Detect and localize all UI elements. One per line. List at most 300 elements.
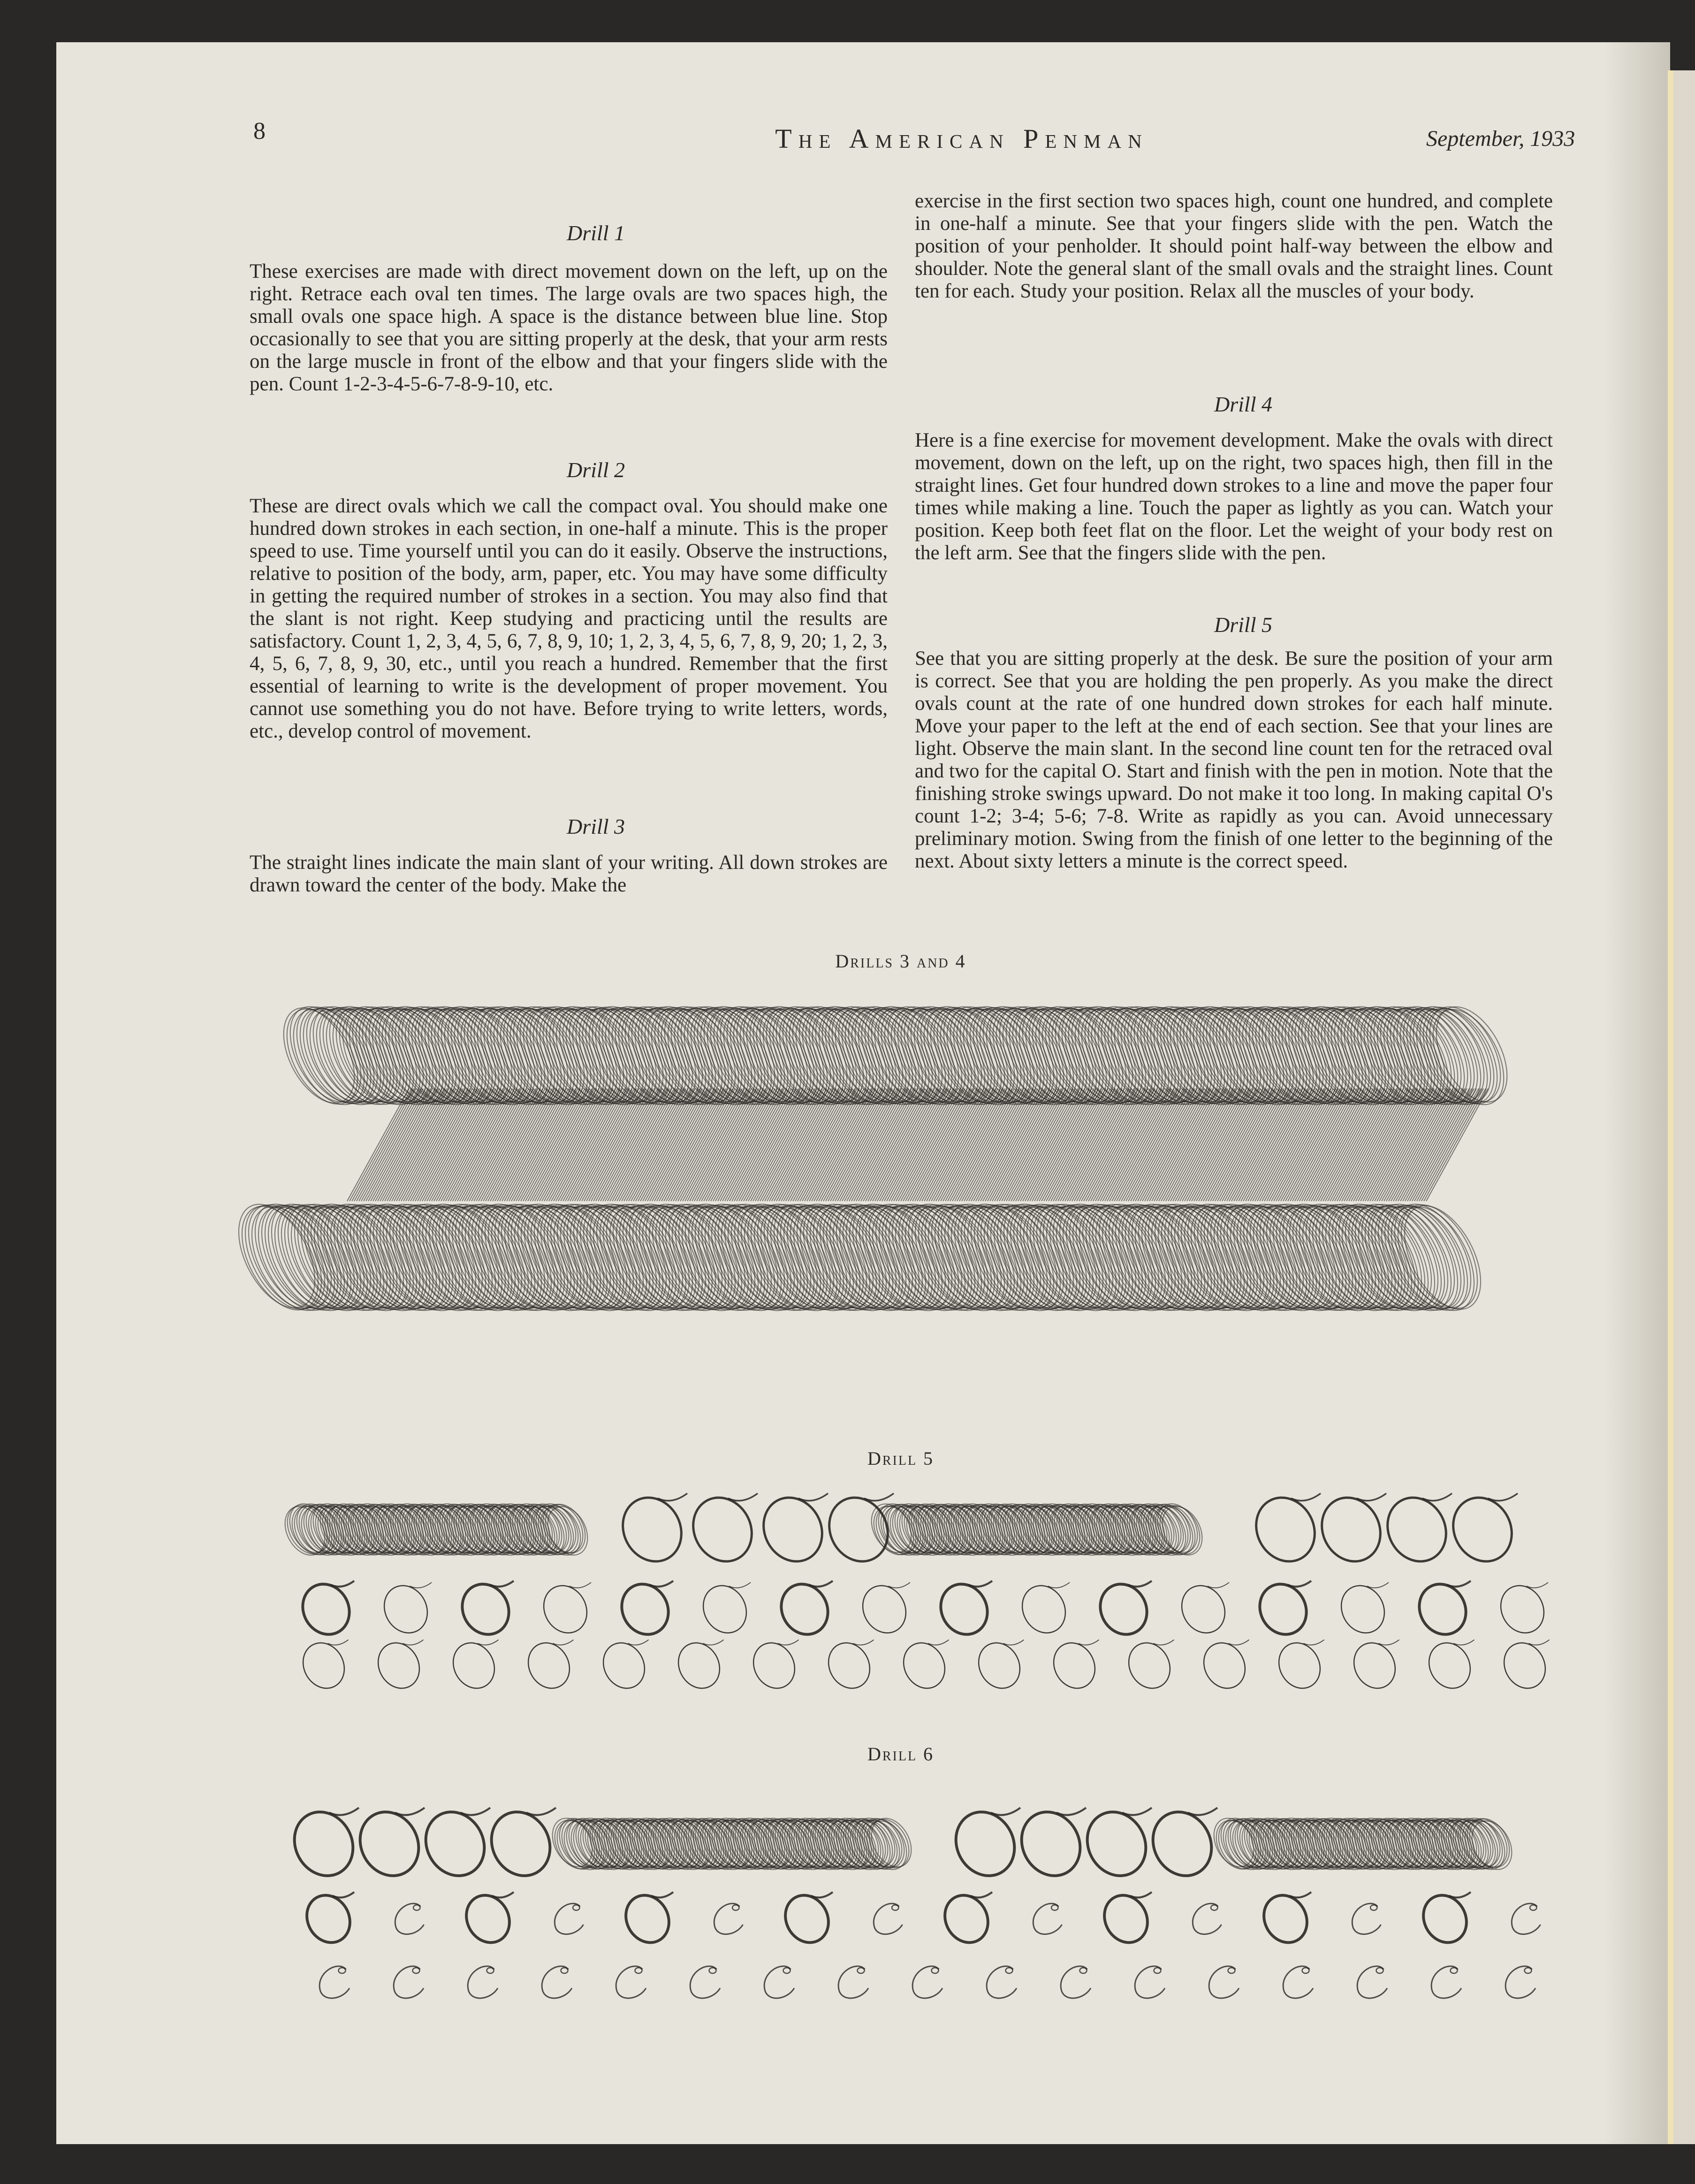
slant-line-stroke (1168, 1088, 1230, 1201)
script-c-loop (1525, 1968, 1532, 1973)
slant-line-stroke (425, 1088, 486, 1201)
slant-line-stroke (1037, 1088, 1099, 1201)
slant-line-stroke (509, 1088, 571, 1201)
script-c-loop (1228, 1968, 1235, 1973)
drill3-continued-text: exercise in the first section two spaces high, count one hundred, and complete in one-half a minute. See that your fingers slide with the pen. Watch the position of your penholder. It should point half-way between the elbow and shoulder. Note the general slant of the small ovals and the straight lines. Count ten for each. Study your position. Relax all the muscles of your body. (915, 190, 1553, 302)
drill6-row2-script-c (1512, 1903, 1540, 1934)
capital-o-swing (1288, 1581, 1311, 1587)
slant-line-stroke (584, 1088, 646, 1201)
drill5-row2-bold-o (1251, 1576, 1315, 1643)
capital-o-swing (889, 1583, 910, 1588)
slant-line-stroke (359, 1088, 421, 1201)
slant-line-stroke (399, 1088, 461, 1201)
slant-line-stroke (720, 1088, 782, 1201)
drill5-row2-light-o (1174, 1578, 1233, 1640)
capital-o-swing (1130, 1892, 1152, 1898)
capital-o-swing (490, 1581, 514, 1587)
drill6-row2-script-c (395, 1903, 424, 1934)
slant-line-stroke (600, 1088, 662, 1201)
slant-line-stroke (469, 1088, 531, 1201)
slant-line-stroke (1013, 1088, 1075, 1201)
slant-line-stroke (556, 1088, 618, 1201)
capital-o-loop (855, 1578, 914, 1640)
slant-line-stroke (593, 1088, 655, 1201)
slant-line-stroke (413, 1088, 475, 1201)
slant-line-stroke (1135, 1088, 1197, 1201)
slant-line-stroke (647, 1088, 709, 1201)
slant-line-stroke (1262, 1088, 1324, 1201)
slant-line-stroke (748, 1088, 810, 1201)
slant-line-stroke (1114, 1088, 1176, 1201)
drill-5-caption: Drill 5 (867, 1448, 935, 1469)
slant-line-stroke (1424, 1088, 1486, 1201)
slant-line-stroke (704, 1088, 766, 1201)
slant-line-stroke (347, 1088, 409, 1201)
slant-line-stroke (1407, 1088, 1469, 1201)
slant-line-stroke (1119, 1088, 1181, 1201)
slant-line-stroke (1278, 1088, 1340, 1201)
slant-line-stroke (1234, 1088, 1296, 1201)
drill6-row3-script-c (1135, 1966, 1165, 1998)
slant-line-stroke (1412, 1088, 1474, 1201)
slant-line-stroke (439, 1088, 501, 1201)
capital-o-loop (777, 1887, 837, 1950)
slant-line-stroke (586, 1088, 648, 1201)
capital-o-loop (1411, 1576, 1475, 1643)
drill5-row3-o (520, 1636, 577, 1696)
slant-line-stroke (1248, 1088, 1310, 1201)
slant-line-stroke (931, 1088, 993, 1201)
slant-line-stroke (664, 1088, 726, 1201)
slant-line-stroke (1255, 1088, 1317, 1201)
slant-line-stroke (1379, 1088, 1441, 1201)
slant-line-stroke (1117, 1088, 1178, 1201)
drill5-row2-light-o (1333, 1578, 1393, 1640)
slant-line-stroke (1074, 1088, 1136, 1201)
drill6-row3-script-c (542, 1966, 572, 1998)
drill5-row3-o (821, 1636, 877, 1696)
slant-line-stroke (711, 1088, 773, 1201)
slant-line-stroke (361, 1088, 423, 1201)
drill6-row2-script-c (555, 1903, 583, 1934)
slant-line-stroke (598, 1088, 660, 1201)
capital-o-swing (1449, 1892, 1471, 1898)
slant-line-stroke (868, 1088, 930, 1201)
capital-o-swing (1528, 1640, 1549, 1645)
slant-line-stroke (826, 1088, 888, 1201)
capital-o-loop (415, 1802, 495, 1886)
slant-line-stroke (779, 1088, 841, 1201)
slant-line-stroke (816, 1088, 878, 1201)
capital-o-loop (612, 1487, 692, 1572)
slant-line-stroke (1124, 1088, 1186, 1201)
drill3-heading: Drill 3 (567, 814, 625, 838)
drill5-capital-o-3 (752, 1487, 833, 1572)
slant-line-stroke (929, 1088, 991, 1201)
slant-line-stroke (476, 1088, 538, 1201)
capital-o-loop (1011, 1802, 1091, 1886)
drill6-capital-o-7 (1076, 1802, 1157, 1886)
slant-line-stroke (401, 1088, 463, 1201)
slant-line-stroke (962, 1088, 1024, 1201)
slant-line-stroke (403, 1088, 465, 1201)
slant-lines-band (347, 1088, 1488, 1201)
slant-line-stroke (877, 1088, 939, 1201)
slant-line-stroke (1098, 1088, 1160, 1201)
capital-o-loop (618, 1887, 677, 1950)
slant-line-stroke (382, 1088, 444, 1201)
slant-line-stroke (1056, 1088, 1117, 1201)
slant-line-stroke (1222, 1088, 1284, 1201)
journal-title: The American Penman (775, 123, 1148, 154)
slant-line-stroke (518, 1088, 580, 1201)
drill5-text: See that you are sitting properly at the desk. Be sure the position of your arm is correct. See that you are holding the pen properly. As you make the direct ovals count at the rate of one hundred down strokes for each half minute. Move your paper to the left at the end of each section. See that your lines are light. Observe the main slant. In the second line count ten for the retraced oval and two for the capital O. Start and finish with the pen in motion. Note that the finishing stroke swings upward. Do not make it too long. In making capital O's count 1-2; 3-4; 5-6; 7-8. Write as rapidly as you can. Avoid unnecessary preliminary motion. Swing from the finish of one letter to the beginning of the next. About sixty letters a minute is the correct speed. (915, 647, 1553, 872)
slant-line-stroke (870, 1088, 932, 1201)
capital-o-loop (454, 1576, 517, 1643)
slant-line-stroke (558, 1088, 620, 1201)
drill5-row2-light-o (1493, 1578, 1552, 1640)
capital-o-swing (403, 1640, 423, 1645)
slant-line-stroke (999, 1088, 1061, 1201)
slant-line-stroke (715, 1088, 777, 1201)
slant-line-stroke (1276, 1088, 1338, 1201)
slant-line-stroke (610, 1088, 672, 1201)
slant-line-stroke (525, 1088, 587, 1201)
capital-o-loop (945, 1802, 1026, 1886)
drill5-capital-o-2 (682, 1487, 763, 1572)
slant-line-stroke (551, 1088, 613, 1201)
slant-line-stroke (727, 1088, 789, 1201)
slant-line-stroke (809, 1088, 871, 1201)
drill6-row3-script-c (987, 1966, 1017, 1998)
slant-line-stroke (504, 1088, 566, 1201)
capital-o-loop (1196, 1636, 1253, 1696)
drill5-compact-band-2 (864, 1497, 1210, 1562)
slant-line-stroke (450, 1088, 512, 1201)
capital-o-swing (331, 1581, 354, 1587)
capital-o-swing (526, 1808, 556, 1815)
slant-line-stroke (1203, 1088, 1265, 1201)
capital-o-loop (595, 1636, 652, 1696)
slant-line-stroke (1079, 1088, 1141, 1201)
slant-line-stroke (927, 1088, 988, 1201)
slant-line-stroke (554, 1088, 616, 1201)
capital-o-loop (682, 1487, 763, 1572)
slant-line-stroke (861, 1088, 923, 1201)
drill6-row3-script-c (1061, 1966, 1091, 1998)
capital-o-loop (349, 1802, 430, 1886)
slant-line-stroke (1213, 1088, 1275, 1201)
capital-o-swing (395, 1808, 425, 1815)
slant-line-stroke (697, 1088, 759, 1201)
slant-line-stroke (418, 1088, 479, 1201)
slant-line-stroke (1006, 1088, 1068, 1201)
slant-line-stroke (701, 1088, 763, 1201)
slant-line-stroke (453, 1088, 515, 1201)
slant-line-stroke (859, 1088, 920, 1201)
drill1-text: These exercises are made with direct movement down on the left, up on the right. Retrace each oval ten times. The large ovals are two spaces high, the small ovals one space high. A space is the distance between blue line. Stop occasionally to see that you are sitting properly at the desk, that your arm rests on the large muscle in front of the elbow and that your fingers slide with the pen. Count 1-2-3-4-5-6-7-8-9-10, etc. (250, 260, 888, 395)
slant-line-stroke (1182, 1088, 1244, 1201)
slant-line-stroke (678, 1088, 740, 1201)
slant-line-stroke (884, 1088, 946, 1201)
slant-line-stroke (1093, 1088, 1155, 1201)
capital-o-loop (896, 1636, 952, 1696)
capital-o-swing (1447, 1581, 1471, 1587)
capital-o-loop (1421, 1636, 1478, 1696)
slant-line-stroke (1342, 1088, 1404, 1201)
slant-line-stroke (912, 1088, 974, 1201)
slant-line-stroke (547, 1088, 608, 1201)
slant-line-stroke (833, 1088, 895, 1201)
capital-o-swing (570, 1583, 591, 1588)
drill6-capital-o-5 (945, 1802, 1026, 1886)
slant-line-stroke (1325, 1088, 1387, 1201)
slant-line-stroke (997, 1088, 1059, 1201)
slant-line-stroke (368, 1088, 430, 1201)
slant-line-stroke (1227, 1088, 1289, 1201)
slant-line-stroke (1389, 1088, 1451, 1201)
slant-line-stroke (1152, 1088, 1214, 1201)
slant-line-stroke (769, 1088, 831, 1201)
capital-o-loop (1346, 1636, 1403, 1696)
slant-line-stroke (408, 1088, 470, 1201)
adjacent-page-cream-strip (1668, 70, 1673, 2144)
capital-o-swing (333, 1892, 354, 1898)
capital-o-swing (461, 1808, 490, 1815)
slant-line-stroke (603, 1088, 665, 1201)
slant-line-stroke (823, 1088, 885, 1201)
slant-line-stroke (375, 1088, 437, 1201)
drill6-row2-script-c (714, 1903, 743, 1934)
slant-line-stroke (502, 1088, 564, 1201)
capital-o-swing (778, 1640, 798, 1645)
drill6-row2-bold-o (1096, 1887, 1156, 1950)
slant-line-stroke (1323, 1088, 1385, 1201)
slant-line-stroke (1067, 1088, 1129, 1201)
slant-line-stroke (575, 1088, 637, 1201)
slant-line-stroke (385, 1088, 447, 1201)
slant-line-stroke (1297, 1088, 1359, 1201)
capital-o-swing (1290, 1892, 1311, 1898)
script-c-loop (1370, 1905, 1377, 1910)
capital-o-swing (1078, 1640, 1099, 1645)
slant-line-stroke (1396, 1088, 1458, 1201)
slant-line-stroke (1107, 1088, 1169, 1201)
capital-o-loop (294, 1576, 358, 1643)
drill6-row3-script-c (912, 1966, 943, 1998)
slant-line-stroke (443, 1088, 505, 1201)
capital-o-loop (1046, 1636, 1102, 1696)
drills-3-4-figure (223, 995, 1521, 1323)
slant-line-stroke (762, 1088, 824, 1201)
slant-line-stroke (1196, 1088, 1258, 1201)
slant-line-stroke (1382, 1088, 1444, 1201)
slant-line-stroke (760, 1088, 822, 1201)
slant-line-stroke (1309, 1088, 1371, 1201)
drill6-compact-band-1 (545, 1811, 920, 1877)
slant-line-stroke (514, 1088, 576, 1201)
slant-line-stroke (1302, 1088, 1364, 1201)
slant-line-stroke (455, 1088, 517, 1201)
script-c-loop (1211, 1905, 1217, 1910)
slant-line-stroke (612, 1088, 674, 1201)
slant-line-stroke (1185, 1088, 1247, 1201)
drill6-row2-bold-o (1415, 1887, 1475, 1950)
capital-o-swing (327, 1640, 348, 1645)
slant-line-stroke (795, 1088, 857, 1201)
capital-o-swing (1357, 1493, 1386, 1501)
slant-line-stroke (981, 1088, 1042, 1201)
slant-line-stroke (1372, 1088, 1434, 1201)
drill5-row3-o (1046, 1636, 1102, 1696)
slant-line-stroke (706, 1088, 768, 1201)
slant-line-stroke (969, 1088, 1031, 1201)
capital-o-loop (695, 1578, 755, 1640)
slant-line-stroke (507, 1088, 569, 1201)
slant-line-stroke (1173, 1088, 1235, 1201)
bottom-oval-band (223, 1192, 1496, 1323)
slant-line-stroke (1370, 1088, 1432, 1201)
slant-line-stroke (840, 1088, 902, 1201)
slant-line-stroke (673, 1088, 735, 1201)
slant-line-stroke (415, 1088, 477, 1201)
drill5-capital-o-1 (612, 1487, 692, 1572)
slant-line-stroke (685, 1088, 747, 1201)
slant-line-stroke (922, 1088, 984, 1201)
capital-o-swing (811, 1892, 833, 1898)
slant-line-stroke (1063, 1088, 1125, 1201)
slant-line-stroke (1410, 1088, 1472, 1201)
script-c-loop (1451, 1968, 1458, 1973)
capital-o-loop (613, 1576, 677, 1643)
script-c-loop (892, 1905, 898, 1910)
drill5-row3-o (595, 1636, 652, 1696)
slant-line-stroke (708, 1088, 770, 1201)
slant-line-stroke (908, 1088, 970, 1201)
slant-line-stroke (776, 1088, 838, 1201)
slant-line-stroke (457, 1088, 519, 1201)
slant-line-stroke (1295, 1088, 1357, 1201)
slant-line-stroke (1032, 1088, 1094, 1201)
slant-line-stroke (1267, 1088, 1329, 1201)
slant-line-stroke (1290, 1088, 1352, 1201)
slant-line-stroke (1044, 1088, 1106, 1201)
drill5-row3-o (295, 1636, 352, 1696)
slant-line-stroke (1260, 1088, 1322, 1201)
slant-line-stroke (1274, 1088, 1336, 1201)
slant-line-stroke (793, 1088, 855, 1201)
capital-o-swing (1453, 1640, 1474, 1645)
slant-line-stroke (985, 1088, 1047, 1201)
drill5-row3-o (370, 1636, 427, 1696)
drill-5-figure (277, 1487, 1553, 1696)
drill5-row3-o (971, 1636, 1027, 1696)
slant-line-stroke (1241, 1088, 1303, 1201)
drill6-row3-script-c (838, 1966, 868, 1998)
capital-o-loop (283, 1802, 364, 1886)
slant-line-stroke (1229, 1088, 1291, 1201)
drill6-row3-script-c (1357, 1966, 1387, 1998)
drill5-row3-o (1196, 1636, 1253, 1696)
capital-o-loop (937, 1887, 996, 1950)
slant-line-stroke (530, 1088, 592, 1201)
slant-line-stroke (1128, 1088, 1190, 1201)
slant-line-stroke (971, 1088, 1033, 1201)
slant-line-stroke (1156, 1088, 1218, 1201)
page-number: 8 (253, 118, 266, 145)
slant-line-stroke (441, 1088, 503, 1201)
slant-line-stroke (371, 1088, 433, 1201)
adjacent-page-edge (1668, 70, 1695, 2144)
slant-line-stroke (619, 1088, 681, 1201)
script-c-loop (1530, 1905, 1536, 1910)
slant-line-stroke (1060, 1088, 1122, 1201)
slant-line-stroke (572, 1088, 634, 1201)
slant-line-stroke (636, 1088, 698, 1201)
capital-o-loop (458, 1887, 518, 1950)
slant-line-stroke (1292, 1088, 1354, 1201)
slant-line-stroke (1159, 1088, 1221, 1201)
slant-line-stroke (615, 1088, 676, 1201)
slant-line-stroke (357, 1088, 418, 1201)
slant-line-stroke (448, 1088, 510, 1201)
slant-line-stroke (474, 1088, 536, 1201)
slant-line-stroke (1121, 1088, 1183, 1201)
drill6-row2-bold-o (777, 1887, 837, 1950)
slant-line-stroke (950, 1088, 1012, 1201)
slant-line-stroke (805, 1088, 867, 1201)
drill5-row2-light-o (855, 1578, 914, 1640)
slant-line-stroke (901, 1088, 963, 1201)
slant-line-stroke (973, 1088, 1035, 1201)
slant-line-stroke (1217, 1088, 1279, 1201)
drill6-row3-script-c (764, 1966, 794, 1998)
slant-line-stroke (828, 1088, 890, 1201)
slant-line-stroke (1243, 1088, 1305, 1201)
slant-line-stroke (1086, 1088, 1148, 1201)
drill5-row3-o (1121, 1636, 1178, 1696)
slant-line-stroke (934, 1088, 996, 1201)
slant-line-stroke (1246, 1088, 1307, 1201)
slant-line-stroke (1149, 1088, 1211, 1201)
slant-line-stroke (873, 1088, 935, 1201)
script-c-loop (635, 1968, 642, 1973)
capital-o-loop (1376, 1487, 1457, 1572)
drill5-row3-o (1271, 1636, 1328, 1696)
drill5-row2-bold-o (1092, 1576, 1155, 1643)
capital-o-loop (295, 1636, 352, 1696)
script-c-loop (1154, 1968, 1161, 1973)
capital-o-loop (1311, 1487, 1391, 1572)
drill6-compact-band-2 (1206, 1811, 1520, 1877)
capital-o-loop (1076, 1802, 1157, 1886)
capital-o-loop (376, 1578, 436, 1640)
slant-line-stroke (725, 1088, 787, 1201)
slant-line-stroke (945, 1088, 1007, 1201)
script-c-loop (709, 1968, 716, 1973)
slant-line-stroke (582, 1088, 644, 1201)
script-c-loop (783, 1968, 790, 1973)
slant-line-stroke (378, 1088, 440, 1201)
slant-line-stroke (1405, 1088, 1467, 1201)
script-c-loop (1302, 1968, 1309, 1973)
slant-line-stroke (783, 1088, 845, 1201)
slant-line-stroke (837, 1088, 899, 1201)
slant-line-stroke (1271, 1088, 1333, 1201)
slant-line-stroke (1201, 1088, 1263, 1201)
slant-line-stroke (835, 1088, 897, 1201)
slant-line-stroke (446, 1088, 508, 1201)
